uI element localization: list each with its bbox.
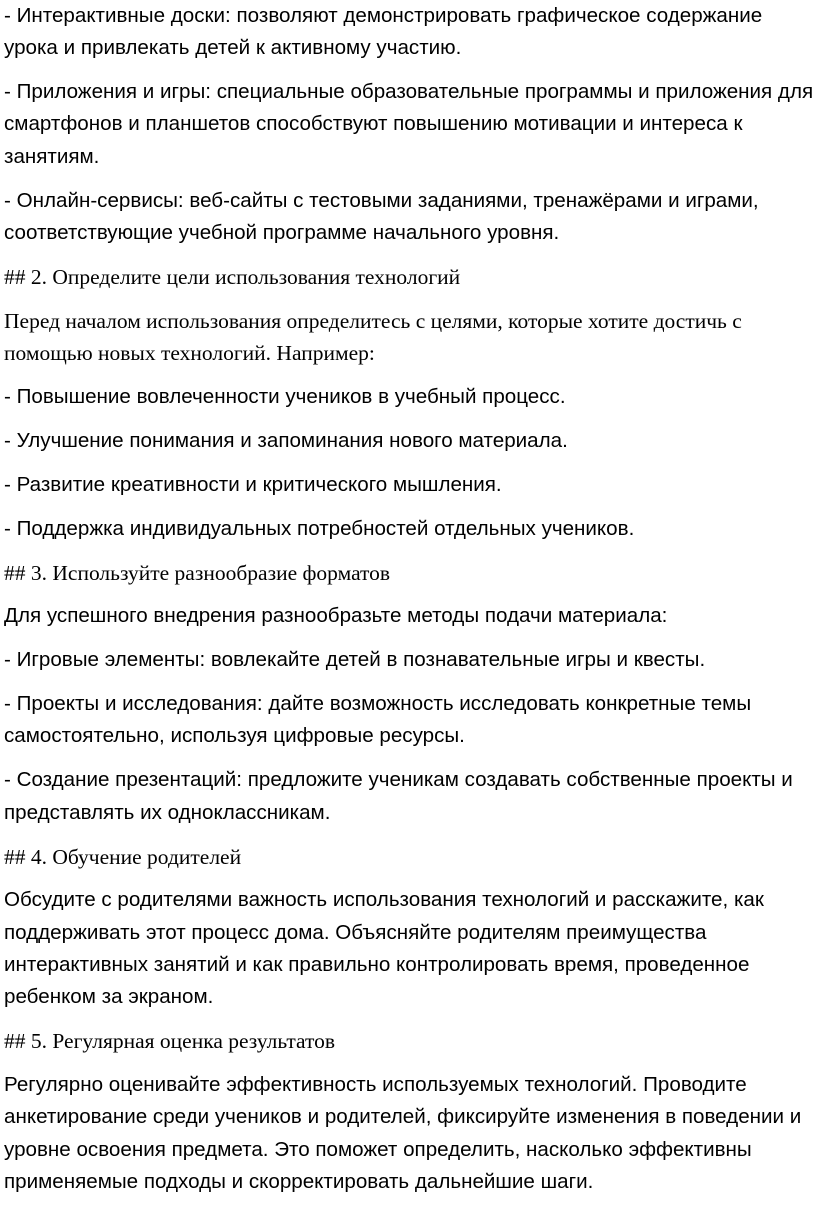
list-item: - Игровые элементы: вовлекайте детей в познавательные игры и квесты. [4, 648, 706, 672]
list-item: - Поддержка индивидуальных потребностей отдельных учеников. [4, 516, 635, 540]
section-heading: ## 4. Обучение родителей [4, 844, 242, 869]
list-item: - Повышение вовлеченности учеников в учебный процесс. [4, 384, 566, 408]
section-heading: ## 2. Определите цели использования технологий [4, 264, 461, 289]
paragraph: Обсудите с родителями важность использования технологий и расскажите, как поддерживать этот процесс дома. Объясняйте родителям преимущества интерактивных занятий и как правильно контролировать время, проведенное ребенком за экраном. [4, 888, 764, 1009]
list-item: - Онлайн-сервисы: веб-сайты с тестовыми заданиями, тренажёрами и играми, соответствующие учебной программе начального уровня. [4, 188, 759, 244]
list-item: - Улучшение понимания и запоминания нового материала. [4, 428, 568, 452]
paragraph: Для успешного внедрения разнообразьте методы подачи материала: [4, 604, 668, 628]
paragraph: Перед началом использования определитесь с целями, которые хотите достичь с помощью новых технологий. Например: [4, 308, 742, 366]
list-item: - Создание презентаций: предложите ученикам создавать собственные проекты и представлять их одноклассникам. [4, 768, 793, 824]
section-heading: ## 5. Регулярная оценка результатов [4, 1029, 336, 1054]
list-item: - Проекты и исследования: дайте возможность исследовать конкретные темы самостоятельно, используя цифровые ресурсы. [4, 692, 752, 748]
list-item: - Развитие креативности и критического мышления. [4, 472, 502, 496]
paragraph: Регулярно оценивайте эффективность используемых технологий. Проводите анкетирование среди учеников и родителей, фиксируйте изменения в поведении и уровне освоения предмета. Это поможет определить, насколько эффективны применяемые подходы и скорректировать дальнейшие шаги. [4, 1073, 802, 1193]
list-item: - Приложения и игры: специальные образовательные программы и приложения для смартфонов и планшетов способствуют повышению мотивации и интереса к занятиям. [4, 80, 814, 168]
list-item: - Интерактивные доски: позволяют демонстрировать графическое содержание урока и привлекать детей к активному участию. [4, 4, 763, 60]
section-heading: ## 3. Используйте разнообразие форматов [4, 560, 391, 585]
